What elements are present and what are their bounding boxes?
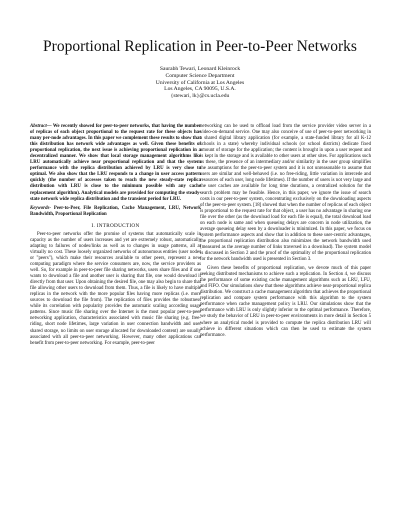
affiliation-address: Los Angeles, CA 90095, U.S.A. bbox=[164, 86, 236, 93]
intro-paragraph-1: Peer-to-peer networks offer the promise of systems that automatically scale in capacity as the number of users increases and yet are extremely robust, automatically adapting to failures of nodes/links as well as to changes in usage patterns, all at virtually no cost. These loosely organized networks of autonomous entities (user nodes or "peers"), which make their resources available to other peers, represent a new computing paradigm where the service consumers are, now, the service providers as well. So, for example in peer-to-peer file sharing networks, users share files and if one wants to download a file and another user is sharing that file, one would download it directly from that user. Upon obtaining the desired file, one may also begin to share that file allowing other users to download from them. Thus, a file is likely to have multiple replicas in the network with the more popular files having more replicas (i.e. more sources to download the file from). The replication of files provides the robustness while its correlation with popularity provides the automatic scaling according usage patterns. Since music file sharing over the Internet is the most popular peer-to-peer networking application, characteristics associated with music file sharing (e.g. free-riding, short node lifetimes, large variation in user connection bandwidth and user shared storage, no limits on user storage allocated for downloaded content) are usually associated with all peer-to-peer networking. However, many other applications can benefit from peer-to-peer networking. For example, peer-to-peer bbox=[30, 231, 201, 346]
intro-paragraph-3: Given these benefits of proportional replication, we devote much of this paper seeking distributed mechanisms to achieve such a replication. In Section 4, we discuss the performance of some existing cache management algorithms such as LRU, LFU, and FIFO. Our simulations show that these algorithms achieve near-proportional replica distribution. We construct a cache management algorithm that achieves the proportional replication and compare system performance with this algorithm to the system performance when cache management policy is LRU. Our simulations show that the performance with LRU is only slightly inferior to the optimal performance. Therefore, we study the behavior of LRU in peer-to-peer environments in more detail in Section 5 where an analytical model is provided to compute the replica distribution LRU will achieve in different situations which can then be used to estimate the system performance. bbox=[200, 266, 371, 338]
abstract-label: Abstract bbox=[30, 124, 47, 129]
affiliation-university: University of California at Los Angeles bbox=[155, 79, 245, 86]
right-column bbox=[200, 124, 371, 342]
abstract-text: — We recently showed for peer-to-peer networks, that having the number of replicas of each object proportional to the request rate for these objects has many per-node advantages. In this paper we complement these results to show that this distribution has network wide advantages as well. Given these benefits of proportional replication, the next issue is achieving proportional replication in a decentralized manner. We show that local storage management algorithms like LRU automatically achieve near proportional replication and that the system performance with the replica distribution achieved by LRU is very close to optimal. We also show that the LRU responds to a change in user access pattern quickly (the number of accesses taken to reach the new steady-state replica distribution with LRU is close to the minimum possible with any cache replacement algorithm). Analytical models are provided for computing the steady-state network wide replica distribution and the transient period for LRU. bbox=[30, 124, 201, 202]
keywords-text: - Peer-to-Peer, File Replication, Cache Management, LRU, Network Bandwidth, Proportional Replication bbox=[30, 205, 201, 217]
left-column bbox=[30, 124, 201, 350]
affiliation-department: Computer Science Department bbox=[165, 72, 235, 79]
author-block bbox=[0, 66, 400, 100]
keywords-label: Keywords bbox=[30, 205, 50, 211]
paper-title: Proportional Replication in Peer-to-Peer Networks bbox=[43, 38, 357, 55]
intro-paragraph-2: networking can be used to offload load from the service provider video server in a video-on-demand service. One may also conceive of use of peer-to-peer networking in a shared digital library application (for example, a state-funded library for all K-12 schools in a state) whereby individual schools (or school districts) dedicate fixed amount of storage for the application; the content is brought in upon a user request and is kept in the storage and is available to other users at other sites. For applications such as these, the presence of an intermediary and/or similarity in the user group simplifies the assumptions for the peer-to-peer system and it is not unreasonable to assume that users are similar and well-behaved (i.e. no free-riding, little variation in intercede and resources of each user, long node lifetimes). If the number of users is not very large and the user caches are available for long time durations, a centralized solution for the search problem may be feasible. Hence, in this paper, we ignore the issue of search costs in our peer-to-peer system, concentrating exclusively on the downloading aspects of the peer-to-peer system. [18] showed that when the number of replicas of each object is proportional to the request rate for that object, a user has no advantage in sharing one file over the other (as the download load for each file is equal), the total download load on each node is same and when queueing delays are concern in node utilization, the average queueing delay seen by a downloader is minimized. In this paper, we focus on system performance aspects and show that in addition to these user-centric advantages, the proportional replication distribution also minimizes the network bandwidth used (measured as the average number of links traversed in a download). The system model is discussed in Section 2 and the proof of the optimality of the proportional replication for the network bandwidth used is presented in Section 3. bbox=[200, 124, 371, 263]
author-emails: {stewari, lk}@cs.ucla.edu bbox=[170, 93, 230, 100]
section-heading-introduction: I. INTRODUCTION bbox=[91, 222, 140, 229]
author-names: Saurabh Tewari, Leonard Kleinrock bbox=[159, 66, 241, 72]
keywords bbox=[30, 206, 201, 218]
abstract bbox=[30, 124, 201, 203]
